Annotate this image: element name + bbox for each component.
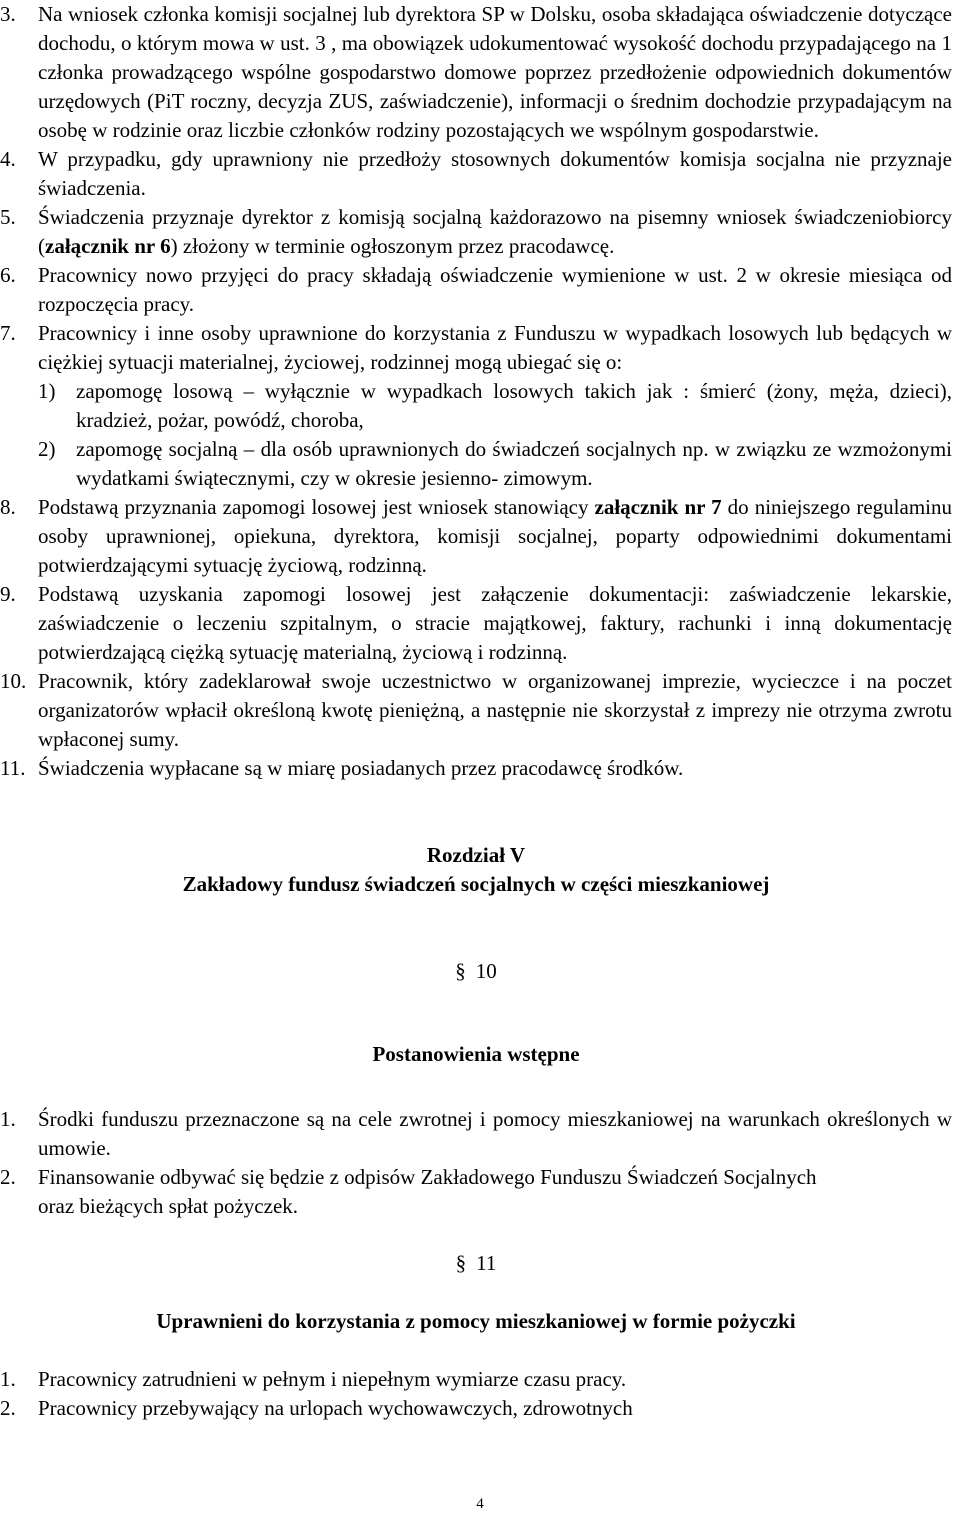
- list-item: [0, 261, 952, 319]
- section-number: 10: [475, 959, 497, 983]
- page-number: 4: [476, 1496, 484, 1512]
- item-text: do niniejszego regulaminu osoby uprawnionej, opiekuna, dyrektora, komisji socjalnej, poparty odpowiednimi dokumentami potwierdzającymi sytuację życiową, rodzinną.: [38, 495, 952, 577]
- section-11-label: [0, 1249, 952, 1278]
- section-11-heading: Uprawnieni do korzystania z pomocy mieszkaniowej w formie pożyczki: [156, 1309, 796, 1333]
- item-number: 2.: [0, 1165, 16, 1189]
- item-text: Podstawą przyznania zapomogi losowej jest wniosek stanowiący: [38, 495, 595, 519]
- item-text: Środki funduszu przeznaczone są na cele zwrotnej i pomocy mieszkaniowej na warunkach określonych w umowie.: [38, 1107, 952, 1160]
- item-number: 10.: [0, 669, 27, 693]
- item-number: 5.: [0, 205, 16, 229]
- sub-item-number: 1): [38, 379, 56, 403]
- list-item: [0, 203, 952, 261]
- sub-list-item: [38, 435, 952, 493]
- section10-list: [0, 1105, 952, 1221]
- section11-list: [0, 1365, 952, 1423]
- sub-list-item: [38, 377, 952, 435]
- chapter-subtitle: Zakładowy fundusz świadczeń socjalnych w części mieszkaniowej: [182, 872, 770, 896]
- item-text: Świadczenia wypłacane są w miarę posiadanych przez pracodawcę środków.: [38, 756, 684, 780]
- item-number: 4.: [0, 147, 16, 171]
- item-number: 9.: [0, 582, 16, 606]
- item-text: Na wniosek członka komisji socjalnej lub dyrektora SP w Dolsku, osoba składająca oświadczenie dotyczące dochodu, o którym mowa w ust. 3 , ma obowiązek udokumentować wysokość dochodu przypadającego na 1 członka prowadzącego wspólne gospodarstwo domowe poprzez przedłożenie odpowiednich dokumentów urzędowych (PiT roczny, decyzja ZUS, zaświadczenie), informacji o średnim dochodzie przypadającym na osobę w rodzinie oraz liczbie członków rodziny pozostających we wspólnym gospodarstwie.: [38, 2, 952, 142]
- item-text: Podstawą uzyskania zapomogi losowej jest załączenie dokumentacji: zaświadczenie lekarskie, zaświadczenie o leczeniu szpitalnym, o stracie majątkowej, faktury, rachunki i inną dokumentację potwierdzającą ciężką sytuację materialną, życiową i rodzinną.: [38, 582, 952, 664]
- item-text: W przypadku, gdy uprawniony nie przedłoży stosownych dokumentów komisja socjalna nie przyznaje świadczenia.: [38, 147, 952, 200]
- section-sign-icon: §: [455, 959, 466, 983]
- item-text: Pracownicy przebywający na urlopach wychowawczych, zdrowotnych: [38, 1396, 633, 1420]
- list-item: [0, 145, 952, 203]
- item-number: 3.: [0, 2, 16, 26]
- attachment-reference: załącznik nr 6: [45, 234, 171, 258]
- list-item: [0, 754, 952, 783]
- item-text: Finansowanie odbywać się będzie z odpisów Zakładowego Funduszu Świadczeń Socjalnych oraz bieżących spłat pożyczek.: [38, 1165, 817, 1218]
- list-item: [0, 1394, 952, 1423]
- section-sign-icon: §: [455, 1251, 467, 1275]
- attachment-reference: załącznik nr 7: [594, 495, 722, 519]
- list-item: [0, 0, 952, 145]
- item-text: Pracownicy nowo przyjęci do pracy składają oświadczenie wymienione w ust. 2 w okresie miesiąca od rozpoczęcia pracy.: [38, 263, 952, 316]
- list-item: [0, 1365, 952, 1394]
- item-number: 2.: [0, 1396, 16, 1420]
- chapter-title: Rozdział V: [426, 843, 526, 867]
- item-text: Pracownicy zatrudnieni w pełnym i niepełnym wymiarze czasu pracy.: [38, 1367, 627, 1391]
- item-text: Pracownicy i inne osoby uprawnione do korzystania z Funduszu w wypadkach losowych lub będących w ciężkiej sytuacji materialnej, życiowej, rodzinnej mogą ubiegać się o:: [38, 321, 952, 374]
- list-item: [0, 1163, 952, 1221]
- section-10-heading: Postanowienia wstępne: [372, 1042, 580, 1066]
- item-text: Pracownik, który zadeklarował swoje uczestnictwo w organizowanej imprezie, wycieczce i na poczet organizatorów wpłacił określoną kwotę pieniężną, a następnie nie skorzystał z imprezy nie otrzyma zwrotu wpłaconej sumy.: [38, 669, 952, 751]
- list-item: [0, 1105, 952, 1163]
- section-10-label: [0, 957, 952, 986]
- sub-item-number: 2): [38, 437, 56, 461]
- list-item: [0, 580, 952, 667]
- item-number: 1.: [0, 1367, 16, 1391]
- list-item: [0, 319, 952, 493]
- section-number: 11: [476, 1251, 497, 1275]
- sub-item-text: zapomogę losową – wyłącznie w wypadkach losowych takich jak : śmierć (żony, męża, dzieci), kradzież, pożar, powódź, choroba,: [76, 379, 952, 432]
- item-number: 11.: [0, 756, 26, 780]
- item-number: 1.: [0, 1107, 16, 1131]
- item-number: 7.: [0, 321, 16, 345]
- item-number: 8.: [0, 495, 16, 519]
- item-number: 6.: [0, 263, 16, 287]
- sub-item-text: zapomogę socjalną – dla osób uprawnionych do świadczeń socjalnych np. w związku ze wzmożonymi wydatkami świątecznymi, czy w okresie jesienno- zimowym.: [76, 437, 952, 490]
- item-text: Świadczenia przyznaje dyrektor z komisją socjalną każdorazowo na pisemny wniosek świadczeniobiorcy (: [38, 205, 952, 258]
- list-item: [0, 493, 952, 580]
- list-item: [0, 667, 952, 754]
- item-text: ) złożony w terminie ogłoszonym przez pracodawcę.: [170, 234, 615, 258]
